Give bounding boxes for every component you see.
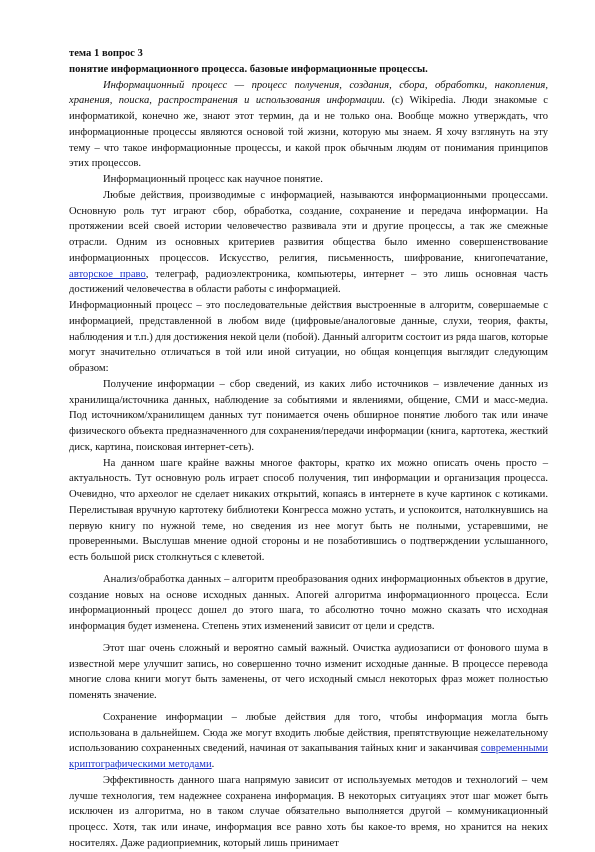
page-title: понятие информационного процесса. базовые информационные процессы. (69, 63, 428, 75)
paragraph-obtaining: Получение информации – сбор сведений, из каких либо источников – извлечение данных из хранилища/источника данных, наблюдение за событиями и явлениями, общение, СМИ и масс-медиа. Под источником/хранилищем данных тут понимается очень обширное понятие любого так или иначе физического объекта предназначенного для сохранения/передачи информации (книга, картотека, жесткий диск, картина, поисковая интернет-сеть). (69, 378, 548, 453)
copyright-link[interactable]: авторское право (69, 268, 146, 280)
paragraph-saving (69, 710, 548, 773)
topic-heading: тема 1 вопрос 3 (69, 48, 143, 59)
definition-rest: (с) Wikipedia. Люди знакомые с информатикой, конечно же, знают этот термин, да и не только она. Вообще можно утверждать, что информационные процессы являются основой той жизни, которую мы знаем. Я хочу взглянуть на эту тему – что такое информационные процессы, и какой прок обычным людям от понимания принципов этих процессов. (69, 95, 548, 170)
crypto-methods-link[interactable]: современными криптографическими методами (69, 743, 548, 770)
history-text-before: Любые действия, производимые с информацией, называются информационными процессами. Основную роль тут играют сбор, обработка, создание, сохранение и передача информации. На протяжении всей своей истории человечество развивала эти и другие процессы, а так же смежные отрасли. Одним из основных критериев развития общества было именно совершенствование информационных процессов. Искусство, религия, письменность, шифрование, книгопечатание, (69, 189, 548, 264)
paragraph-efficiency: Эффективность данного шага напрямую зависит от используемых методов и технологий – чем лучше технология, тем надежнее сохранена информация. В некоторых ситуациях этот шаг может быть исключен из алгоритма, но в таком случае обязательно выполняется другой – коммуникационный процесс. Хотя, так или иначе, информация все равно хоть бы какое-то время, но хранится на неких носителях. Даже радиоприемник, который лишь принимает (69, 774, 548, 849)
definition-italic: Информационный процесс — процесс получения, создания, сбора, обработки, накопления, хранения, поиска, распространения и использования информации. (69, 79, 548, 107)
paragraph-analysis: Анализ/обработка данных – алгоритм преобразования одних информационных объектов в другие, создание новых на основе исходных данных. Апогей алгоритма информационного процесса. Если информационный процесс дошел до этого шага, то абсолютно точно можно сказать что исходная информация будет изменена. Степень этих изменений зависит от цели и средств. (69, 573, 548, 632)
paragraph-history (69, 188, 548, 298)
history-text-after: , телеграф, радиоэлектроника, компьютеры, интернет – это лишь основная часть достижений человечества в области работы с информацией. (69, 268, 548, 296)
paragraph-complex-step: Этот шаг очень сложный и вероятно самый важный. Очистка аудиозаписи от фонового шума в известной мере улучшит запись, но совершенно точно изменит исходные данные. В процессе перевода многие слова книги могут быть заменены, от чего исходный смысл некоторых фраз может полностью поменять значение. (69, 642, 548, 701)
paragraph-definition (69, 78, 548, 173)
paragraph-relevance: На данном шаге крайне важны многое факторы, кратко их можно описать очень просто – актуальность. Тут основную роль играет способ получения, тип информации и организация процесса. Очевидно, что археолог не сделает никаких открытий, копаясь в интернете в куче картинок с котиками. Перелистывая вручную картотеку библиотеки Конгресса можно устать, и успокоится, натолкнувшись на первую книгу по нужной теме, но сведения из нее могут быть не полными, устаревшими, не проверенными. Выслушав мнение одной стороны и не позаботившись о подтверждении услышанного, есть большой риск столкнуться с клеветой. (69, 457, 548, 563)
paragraph-process-definition: Информационный процесс – это последовательные действия выстроенные в алгоритм, совершаемые с информацией, представленной в любом виде (цифровые/аналоговые данные, слухи, теория, факты, наблюдения и т.п.) для достижения некой цели (побой). Данный алгоритм состоит из ряда шагов, которые могут значительно отличаться в той или иной ситуации, но общая концепция выглядит следующим образом: (69, 300, 548, 374)
paragraph-subheading: Информационный процесс как научное понятие. (103, 174, 323, 185)
saving-text-before: Сохранение информации – любые действия для того, чтобы информация могла быть использована в дальнейшем. Сюда же могут входить любые действия, препятствующие нежелательному использованию сохраненных сведений, начиная от закапывания тайных книг и заканчивая (69, 711, 548, 755)
saving-text-after: . (211, 759, 215, 770)
